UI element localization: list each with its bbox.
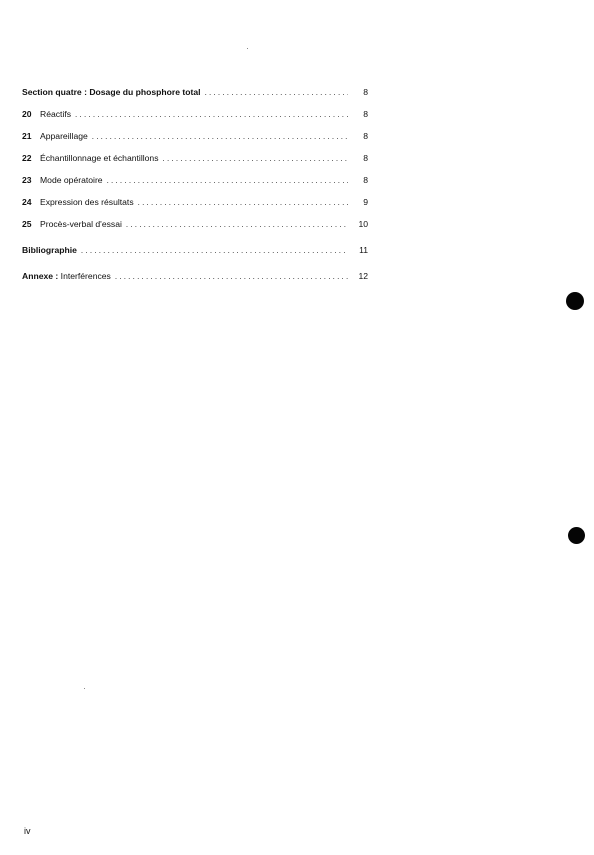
dot-leader — [138, 197, 348, 209]
scan-speck — [84, 688, 85, 689]
dot-leader — [75, 109, 348, 121]
toc-entry-page: 9 — [363, 197, 368, 207]
toc-entry-21 — [22, 130, 368, 152]
toc-entry-number: 23 — [22, 175, 32, 185]
toc-entry-number: 22 — [22, 153, 32, 163]
table-of-contents — [22, 86, 368, 292]
toc-entry-label-prefix: Annexe : — [22, 271, 59, 281]
toc-entry-page: 11 — [359, 245, 368, 255]
toc-entry-25 — [22, 218, 368, 240]
toc-entry-page: 8 — [363, 109, 368, 119]
toc-entry-page: 10 — [358, 219, 368, 229]
punch-hole — [566, 292, 584, 310]
toc-entry-24 — [22, 196, 368, 218]
page-number: iv — [24, 826, 31, 836]
scan-speck — [247, 48, 248, 49]
dot-leader — [107, 175, 348, 187]
toc-entry-23 — [22, 174, 368, 196]
toc-entry-page: 8 — [363, 175, 368, 185]
toc-entry-page: 8 — [363, 153, 368, 163]
toc-entry-label: Section quatre : Dosage du phosphore total — [22, 87, 201, 97]
punch-hole — [568, 527, 585, 544]
dot-leader — [126, 219, 348, 231]
toc-entry-20 — [22, 108, 368, 130]
toc-entry-bibliographie — [22, 244, 368, 266]
toc-entry-label: Procès-verbal d'essai — [40, 219, 122, 229]
toc-entry-label: Interférences — [58, 271, 111, 281]
toc-entry-page: 8 — [363, 131, 368, 141]
toc-entry-page: 12 — [358, 271, 368, 281]
toc-entry-number: 24 — [22, 197, 32, 207]
toc-entry-label: Mode opératoire — [40, 175, 103, 185]
toc-entry-label: Réactifs — [40, 109, 72, 119]
toc-entry-number: 25 — [22, 219, 32, 229]
toc-entry-annexe — [22, 270, 368, 292]
toc-entry-label: Échantillonnage et échantillons — [40, 153, 159, 163]
toc-entry-section-quatre — [22, 86, 368, 108]
toc-entry-label: Expression des résultats — [40, 197, 134, 207]
toc-entry-number: 20 — [22, 109, 32, 119]
dot-leader — [92, 131, 348, 143]
toc-entry-number: 21 — [22, 131, 32, 141]
toc-entry-page: 8 — [363, 87, 368, 97]
toc-entry-label: Appareillage — [40, 131, 88, 141]
dot-leader — [163, 153, 349, 165]
toc-entry-label: Bibliographie — [22, 245, 77, 255]
dot-leader — [115, 271, 348, 283]
toc-entry-22 — [22, 152, 368, 174]
dot-leader — [205, 87, 348, 99]
dot-leader — [81, 245, 348, 257]
